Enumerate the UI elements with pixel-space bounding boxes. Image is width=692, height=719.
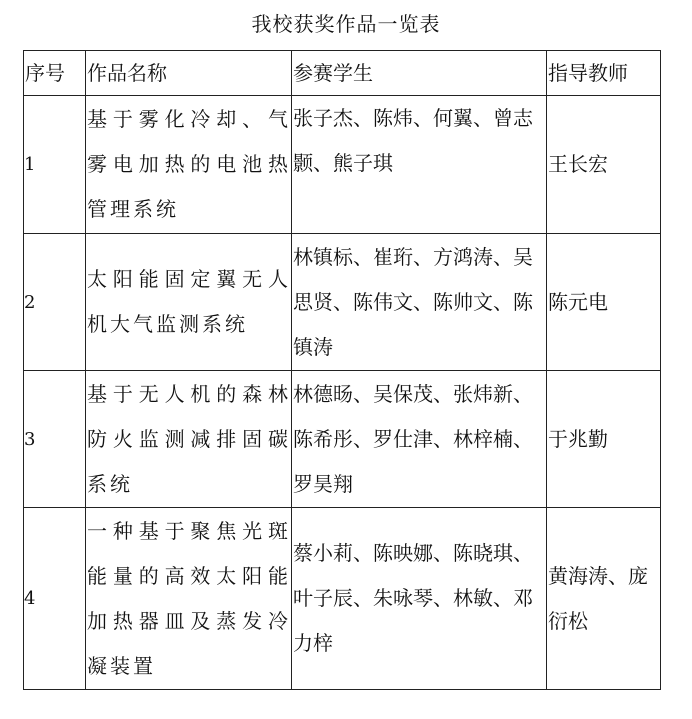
table-row [24,234,661,371]
students: 林镇标、崔珩、方鸿涛、吴思贤、陈伟文、陈帅文、陈镇涛 [293,244,533,359]
work-title-cell [86,508,292,690]
work-title: 一种基于聚焦光斑能量的高效太阳能加热器皿及蒸发冷凝装置 [87,518,291,678]
students-cell [292,234,547,371]
row-index: 3 [24,428,36,450]
table-row [24,508,661,690]
teacher-cell [547,508,661,690]
awards-table [23,50,661,690]
header-teacher: 指导教师 [547,51,661,96]
teacher: 陈元电 [548,289,608,314]
work-title: 太阳能固定翼无人机大气监测系统 [87,267,291,336]
students-cell [292,371,547,508]
students-cell [292,508,547,690]
teacher-cell [547,371,661,508]
row-index: 4 [24,588,36,609]
row-index: 2 [24,291,36,313]
work-title-cell [86,96,292,234]
students: 蔡小莉、陈映娜、陈晓琪、叶子辰、朱咏琴、林敏、邓力梓 [293,541,533,655]
teacher: 黄海涛、庞衍松 [548,563,648,633]
teacher-cell [547,234,661,371]
teacher: 王长宏 [548,152,608,176]
table-row [24,371,661,508]
students-cell [292,96,547,234]
header-index: 序号 [24,51,86,96]
work-title: 基于无人机的森林防火监测减排固碳系统 [87,381,291,496]
row-index-cell [24,234,86,371]
header-work: 作品名称 [86,51,292,96]
teacher: 于兆勤 [548,426,608,451]
row-index: 1 [24,154,36,175]
students: 张子杰、陈炜、何翼、曾志颢、熊子琪 [293,106,533,175]
work-title-cell [86,371,292,508]
header-students: 参赛学生 [292,51,547,96]
teacher-cell [547,96,661,234]
table-header-row [24,51,661,96]
students: 林德旸、吴保茂、张炜新、陈希彤、罗仕津、林梓楠、罗昊翔 [293,381,533,496]
row-index-cell [24,96,86,234]
row-index-cell [24,508,86,690]
page-title: 我校获奖作品一览表 [251,12,441,36]
work-title: 基于雾化冷却、气雾电加热的电池热管理系统 [87,107,291,221]
work-title-cell [86,234,292,371]
table-row [24,96,661,234]
row-index-cell [24,371,86,508]
